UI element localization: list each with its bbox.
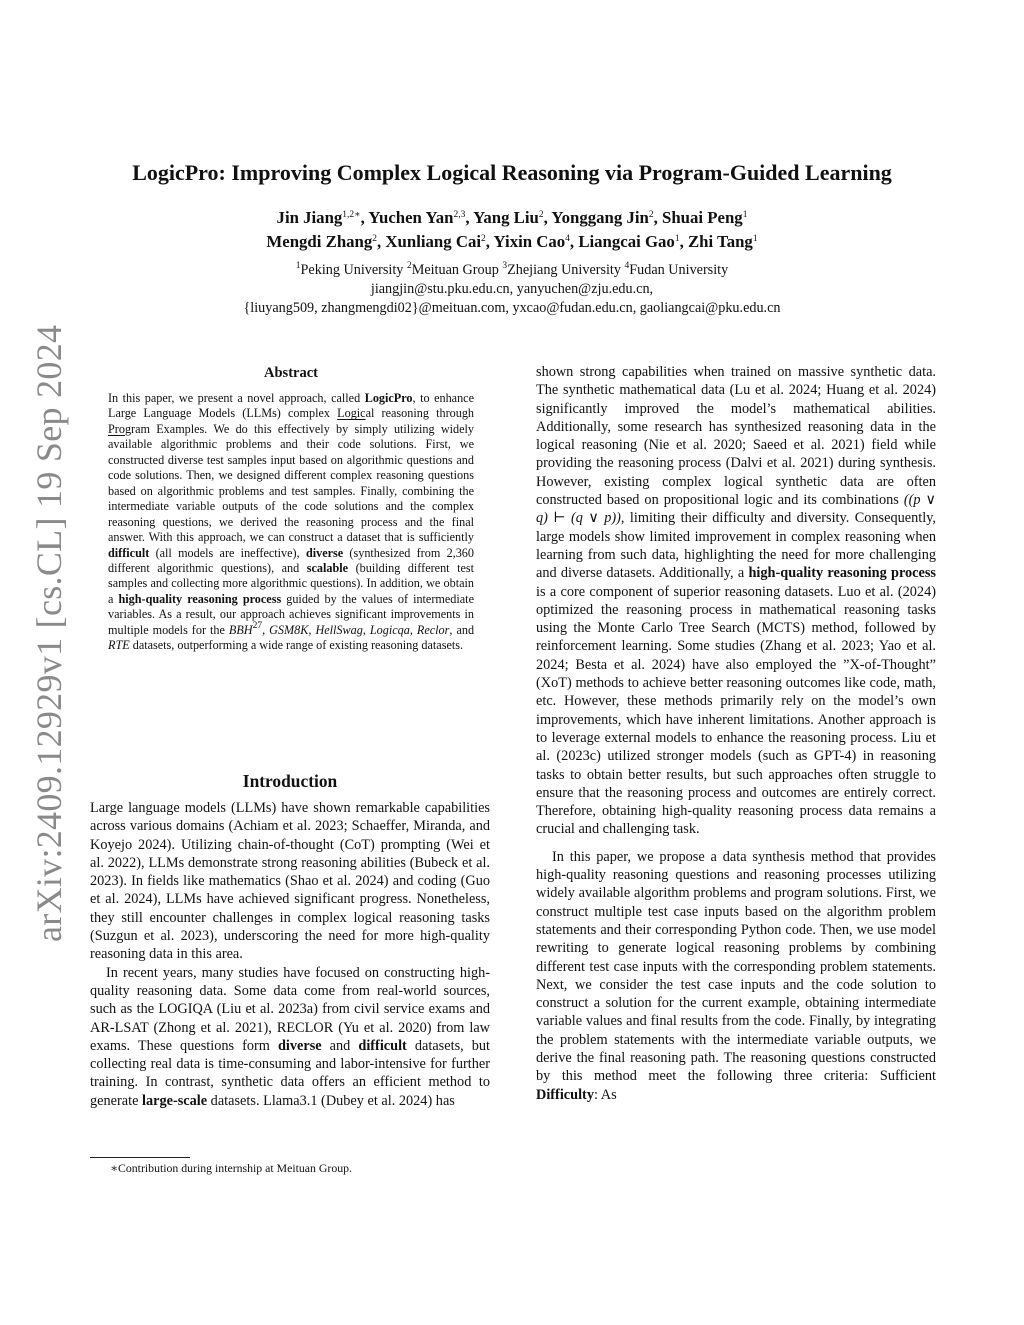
introduction-heading: Introduction: [242, 771, 338, 791]
abstract-text: datasets, outperforming a wide range of existing reasoning datasets.: [129, 638, 464, 653]
author-name: Xunliang Cai: [385, 232, 481, 251]
right-column-body: [536, 363, 936, 1104]
body-text: datasets, but collecting real data is time-consuming and labor-intensive for further training. In contrast, synthetic data offers an efficient method to generate: [90, 1037, 491, 1109]
author-sup: 1: [674, 234, 680, 244]
abstract-text: , to enhance Large Language Models (LLMs) complex: [108, 391, 474, 421]
author-sup: 2: [538, 210, 544, 220]
affil-name: Zhejiang University: [507, 262, 621, 278]
intro-paragraph-1: Large language models (LLMs) have shown remarkable capabilities across various domains (Achiam et al. 2023; Schaeffer, Miranda, and Koyejo 2024). Utilizing chain-of-thought (CoT) prompting (Wei et al. 2022), LLMs demonstrate strong reasoning abilities (Bubeck et al. 2023). In fields like mathematics (Shao et al. 2024) and coding (Guo et al. 2024), LLMs have achieved significant progress. Nonetheless, they still encounter challenges in complex logical reasoning tasks (Suzgun et al. 2023), underscoring the need for more high-quality reasoning data in this area.: [90, 800, 490, 963]
affil-sup: 1: [295, 261, 301, 271]
body-bold: Difficulty: [536, 1086, 594, 1103]
body-bold: high-quality reasoning process: [748, 565, 936, 582]
affiliation-line: [0, 261, 1024, 280]
abstract-text: ,: [308, 622, 316, 637]
abstract-text: ,: [409, 622, 417, 637]
abstract-text: (building different test samples and collecting more algorithmic questions). In addition, we obtain a: [108, 560, 474, 606]
dataset-name: RTE: [108, 638, 130, 653]
affil-sup: 4: [624, 261, 630, 271]
intro-paragraph-2: [90, 964, 490, 1110]
abstract-text: ,: [362, 622, 370, 637]
body-text: shown strong capabilities when trained on massive synthetic data. The synthetic mathematical data (Lu et al. 2024; Huang et al. 2024) significantly improved the model’s mathematical abilities. Additionally, some research has synthesized reasoning data in the logical reasoning (Nie et al. 2020; Saeed et al. 2021) field while providing the reasoning process (Dalvi et al. 2021) during synthesis. However, existing complex logical synthetic data are often constructed based on propositional logic and its combinations: [536, 364, 936, 509]
author-line-2: Mengdi Zhang$^2$, Xunliang Cai$^2$, Yixin Cao$^4$, Liangcai Gao$^1$, Zhi Tang$^1$: [266, 232, 758, 251]
abstract-bold: high-quality reasoning process: [118, 591, 282, 606]
abstract-text: (synthesized from 2,360 different algorithmic questions), and: [108, 545, 474, 575]
abstract-text: In this paper, we present a novel approach, called: [108, 391, 365, 405]
abstract-heading: Abstract: [264, 365, 318, 381]
abstract-underline: Logic: [337, 406, 366, 421]
dataset-name: HellSwag: [315, 622, 363, 637]
author-sup: 4: [565, 234, 570, 244]
author-name: Shuai Peng: [662, 208, 743, 227]
body-bold: difficult: [358, 1037, 407, 1054]
body-text: In this paper, we propose a data synthesis method that provides high-quality reasoning questions and reasoning processes utilizing widely available algorithm problems and program solutions. First, we construct multiple test case inputs based on the algorithm problem statements and their corresponding Python code. Then, we use model rewriting to generate logical reasoning problems by combining different test case inputs with the corresponding problem statements. Next, we consider the test case inputs and the code solution to construct a solution for the current example, obtaining intermediate variable values and final results from the code. Finally, by integrating the problem statements with the intermediate variable outputs, we derive the final reasoning path. The reasoning questions constructed by this method meet the following three criteria: Sufficient: [536, 848, 936, 1085]
email-line-2: {liuyang509, zhangmengdi02}@meituan.com, yxcao@fudan.edu.cn, gaoliangcai@pku.edu.cn: [243, 300, 781, 316]
affil-sup: 3: [502, 261, 508, 271]
author-name: Yuchen Yan: [368, 208, 454, 227]
logic-formula: ((p ∨ q) ⊢ (q ∨ p)): [536, 492, 936, 527]
author-list: [0, 206, 1024, 254]
author-name: Yonggang Jin: [551, 208, 649, 227]
footnote-rule: [90, 1157, 190, 1158]
abstract-bold: LogicPro: [364, 391, 413, 405]
body-text: In recent years, many studies have focused on constructing high-quality reasoning data. Some data come from real-world sources, such as the LOGIQA (Liu et al. 2023a) from civil service exams and AR-LSAT (Zhong et al. 2021), RECLOR (Yu et al. 2020) from law exams. These questions form: [90, 964, 490, 1054]
author-line-1: Jin Jiang$^{1,2∗}$, Yuchen Yan$^{2,3}$, Yang Liu$^2$, Yonggang Jin$^2$, Shuai Peng$^1$: [276, 208, 748, 227]
right-paragraph-2: [536, 848, 936, 1104]
affiliations: [0, 261, 1024, 318]
abstract-underline: Pro: [108, 421, 125, 436]
author-sup: 1: [752, 234, 758, 244]
abstract-text: guided by the values of intermediate variables. As a result, our approach achieves significant improvements in multiple models for the: [108, 591, 474, 637]
arxiv-stamp: arXiv:2409.12929v1 [cs.CL] 19 Sep 2024: [29, 324, 69, 942]
dataset-name: BBH: [228, 622, 253, 637]
abstract-bold: difficult: [108, 545, 150, 560]
abstract-bold: diverse: [305, 545, 344, 560]
abstract-text: ,: [262, 622, 270, 637]
dataset-name: GSM8K: [269, 622, 309, 637]
author-sup: 2: [372, 234, 378, 244]
author-name: Jin Jiang: [276, 208, 343, 227]
body-text: and: [321, 1037, 359, 1054]
author-sup: 1,2∗: [342, 210, 361, 220]
footnote: ∗Contribution during internship at Meituan Group.: [110, 1161, 352, 1175]
author-name: Zhi Tang: [687, 232, 753, 251]
email-line-1: jiangjin@stu.pku.edu.cn, yanyuchen@zju.edu.cn,: [370, 281, 654, 297]
right-paragraph-1: [536, 363, 936, 839]
abstract-text: al reasoning through: [365, 406, 475, 421]
author-sup: 2,3: [453, 210, 466, 220]
author-name: Mengdi Zhang: [266, 232, 373, 251]
affil-name: Meituan Group: [411, 262, 499, 278]
abstract-text: , and: [449, 622, 475, 637]
body-text: is a core component of superior reasoning datasets. Luo et al. (2024) optimized the reasoning process in mathematical reasoning tasks using the Monte Carlo Tree Search (MCTS) method, followed by reinforcement learning. Some studies (Zhang et al. 2023; Yao et al. 2024; Besta et al. 2024) have also employed the ”X-of-Thought” (XoT) methods to achieve better reasoning outcomes like code, math, etc. However, these methods primarily rely on the model’s own improvements, which have inherent limitations. Another approach is to leverage external models to enhance the reasoning process. Liu et al. (2023c) utilized stronger models (such as GPT-4) in reasoning tasks to obtain better results, but such approaches often struggle to ensure that the reasoning process and outcomes are entirely correct. Therefore, obtaining high-quality reasoning process data remains a crucial and challenging task.: [536, 583, 936, 838]
author-name: Yixin Cao: [493, 232, 566, 251]
author-sup: 1: [742, 210, 748, 220]
author-sup: 2: [648, 210, 654, 220]
affil-name: Fudan University: [629, 262, 729, 278]
abstract-bold: scalable: [306, 560, 349, 575]
abstract-body: [108, 391, 474, 654]
author-sup: 2: [481, 234, 486, 244]
dataset-name: Logicqa: [369, 622, 410, 637]
abstract-text: gram Examples. We do this effectively by simply utilizing widely available algorithmic problems and their code solutions. First, we constructed diverse test samples input based on algorithmic questions and code solutions. Then, we designed different complex reasoning questions based on algorithmic problems and test samples. Finally, combining the intermediate variable outputs of the code solutions and the complex reasoning questions, we derived the reasoning process and the final answer. With this approach, we can construct a dataset that is sufficiently: [108, 421, 474, 545]
abstract-text: (all models are ineffective),: [149, 545, 306, 560]
left-column-body: [90, 799, 490, 1110]
dataset-name: Reclor: [416, 622, 450, 637]
author-name: Yang Liu: [473, 208, 539, 227]
body-bold: diverse: [277, 1037, 322, 1054]
body-text: , limiting their difficulty and diversity. Consequently, large models show limited improvement in complex reasoning when learning from such data, highlighting the need for more challenging and diverse datasets. Additionally, a: [536, 510, 936, 582]
author-name: Liangcai Gao: [578, 232, 675, 251]
paper-title: LogicPro: Improving Complex Logical Reasoning via Program-Guided Learning: [132, 160, 892, 185]
body-bold: large-scale: [142, 1092, 208, 1109]
affil-sup: 2: [406, 261, 412, 271]
body-text: datasets. Llama3.1 (Dubey et al. 2024) has: [207, 1092, 455, 1109]
affil-name: Peking University: [300, 262, 404, 278]
dataset-sup: 27: [252, 620, 263, 631]
body-text: : As: [593, 1086, 617, 1103]
